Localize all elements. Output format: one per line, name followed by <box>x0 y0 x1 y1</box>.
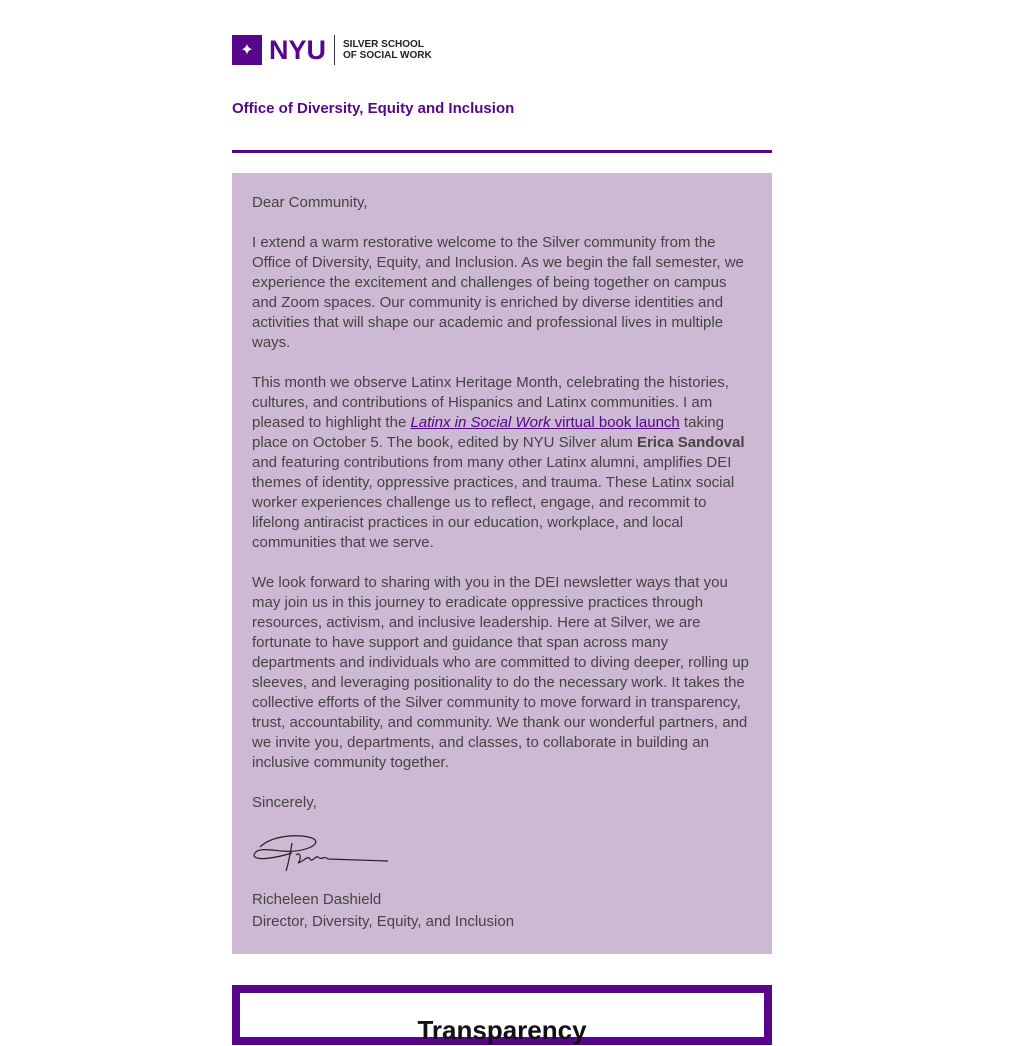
book-title: Latinx in Social Work <box>410 414 551 431</box>
paragraph-3: We look forward to sharing with you in the DEI newsletter ways that you may join us in this journey to eradicate oppressive practices through resources, activism, and inclusive leadership. Here at Silver, we are fortunate to have support and guidance that span across many departments and individuals who are committed to diving deeper, rolling up sleeves, and leveraging positionality to do the necessary work. It takes the collective efforts of the Silver community to move forward in transparency, trust, accountability, and community. We thank our wonderful partners, and we invite you, departments, and classes, to collaborate in building an inclusive community together. <box>252 574 749 771</box>
office-title: Office of Diversity, Equity and Inclusion <box>232 100 515 117</box>
paragraph-2-end: and featuring contributions from many other Latinx alumni, amplifies DEI themes of identity, oppressive practices, and trauma. These Latinx social worker experiences challenge us to reflect, engage, and recommit to lifelong antiracist practices in our education, workplace, and local communities that we serve. <box>252 454 735 551</box>
transparency-section <box>232 985 772 1045</box>
transparency-heading: Transparency <box>417 1015 587 1045</box>
book-launch-link[interactable] <box>410 414 679 431</box>
book-launch-label: virtual book launch <box>550 414 680 431</box>
closing: Sincerely, <box>252 794 317 811</box>
signer-title: Director, Diversity, Equity, and Inclusion <box>252 913 515 930</box>
torch-icon: ✦ <box>232 35 262 65</box>
logo-school-line2: OF SOCIAL WORK <box>343 50 432 61</box>
paragraph-2-mid: taking place on October 5. The book, edited by NYU Silver alum <box>252 414 724 451</box>
logo-nyu-text: NYU <box>269 34 327 65</box>
greeting: Dear Community, <box>252 194 368 211</box>
logo-school-name <box>343 39 432 61</box>
header-divider <box>232 150 772 153</box>
paragraph-1: I extend a warm restorative welcome to the Silver community from the Office of Diversity, Equity, and Inclusion. As we begin the fall semester, we experience the excitement and challenges of being together on campus and Zoom spaces. Our community is enriched by diverse identities and activities that will shape our academic and professional lives in multiple ways. <box>252 234 744 351</box>
alum-name: Erica Sandoval <box>636 434 745 451</box>
nyu-silver-logo <box>232 35 432 65</box>
logo-school-line1: SILVER SCHOOL <box>343 39 424 50</box>
signature-image <box>252 825 392 875</box>
paragraph-2 <box>252 373 752 553</box>
signer-name: Richeleen Dashield <box>252 891 382 908</box>
welcome-letter <box>232 173 772 954</box>
paragraph-2-intro: This month we observe Latinx Heritage Month, celebrating the histories, cultures, and contributions of Hispanics and Latinx communities. I am pleased to highlight the <box>252 374 729 431</box>
logo-divider <box>334 35 335 65</box>
